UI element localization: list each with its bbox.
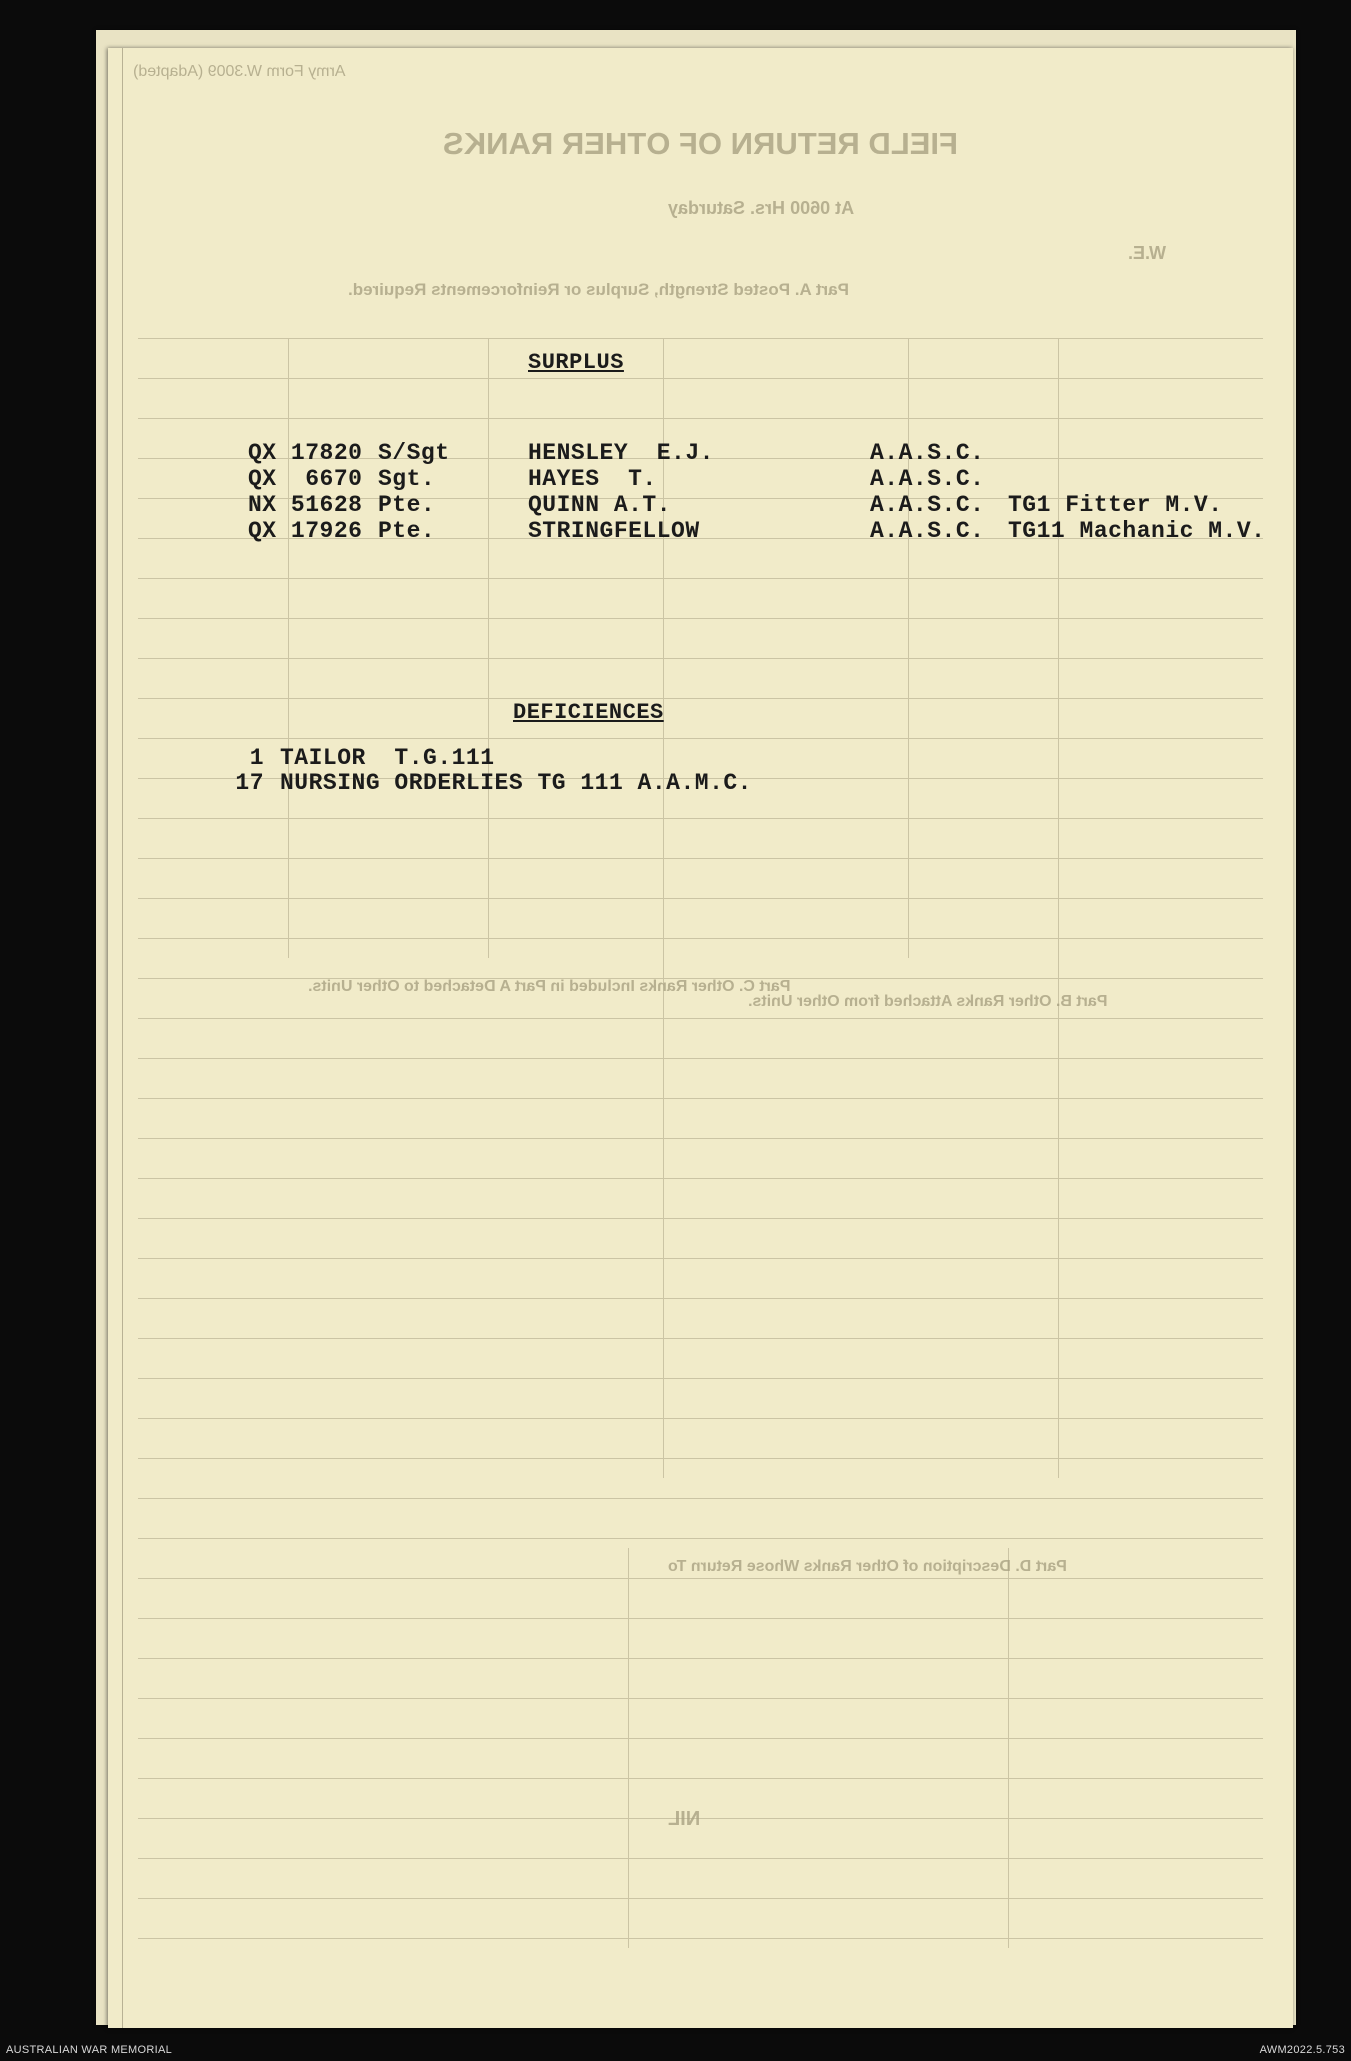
surplus-note: TG11 Machanic M.V.	[1008, 518, 1266, 544]
form-rule	[138, 1018, 1263, 1019]
form-column-rule	[908, 338, 909, 958]
surplus-corps: A.A.S.C.	[870, 440, 985, 466]
surplus-name: HENSLEY E.J.	[528, 440, 714, 466]
surplus-rank: Pte.	[378, 518, 436, 544]
form-column-rule	[288, 338, 289, 958]
ghost-part-d: Part D. Description of Other Ranks Whose Return To	[668, 1558, 1067, 1575]
footer-accession-number: AWM2022.5.753	[1259, 2044, 1345, 2056]
form-rule	[138, 578, 1263, 579]
form-rule	[138, 1538, 1263, 1539]
form-rule	[138, 1378, 1263, 1379]
form-column-rule	[628, 1548, 629, 1948]
form-rule	[138, 1818, 1263, 1819]
surplus-rank: Pte.	[378, 492, 436, 518]
form-rule	[138, 738, 1263, 739]
form-rule	[138, 378, 1263, 379]
form-rule	[138, 1218, 1263, 1219]
surplus-rank: S/Sgt	[378, 440, 450, 466]
form-rule	[138, 1138, 1263, 1139]
deficiency-qty: 17	[235, 770, 264, 796]
ghost-part-a: Part A. Posted Strength, Surplus or Reinforcements Required.	[348, 280, 849, 299]
form-rule	[138, 1258, 1263, 1259]
surplus-number: QX 17926	[248, 518, 363, 544]
deficiences-heading: DEFICIENCES	[513, 700, 664, 725]
form-rule	[138, 1418, 1263, 1419]
left-margin-rule	[122, 48, 123, 2028]
surplus-corps: A.A.S.C.	[870, 518, 985, 544]
form-rule	[138, 1098, 1263, 1099]
form-rule	[138, 1618, 1263, 1619]
ghost-part-c: Part C. Other Ranks Included in Part A Detached to Other Units.	[308, 978, 791, 995]
form-rule	[138, 338, 1263, 339]
surplus-name: STRINGFELLOW	[528, 518, 700, 544]
form-rule	[138, 1898, 1263, 1899]
ghost-part-b: Part B. Other Ranks Attached from Other Units.	[748, 993, 1108, 1010]
ghost-line-at: At 0600 Hrs. Saturday	[668, 198, 855, 218]
form-rule	[138, 858, 1263, 859]
ghost-form-ref: Army Form W.3009 (Adapted)	[133, 63, 346, 80]
form-rule	[138, 1178, 1263, 1179]
form-rule	[138, 1578, 1263, 1579]
form-rule	[138, 1058, 1263, 1059]
form-rule	[138, 898, 1263, 899]
ghost-line-we: W.E.	[1128, 243, 1167, 263]
form-rule	[138, 1658, 1263, 1659]
surplus-note: TG1 Fitter M.V.	[1008, 492, 1223, 518]
document-sheet	[108, 48, 1293, 2028]
form-rule	[138, 698, 1263, 699]
surplus-number: QX 17820	[248, 440, 363, 466]
surplus-corps: A.A.S.C.	[870, 492, 985, 518]
surplus-heading: SURPLUS	[528, 350, 624, 375]
form-column-rule	[1008, 1548, 1009, 1948]
form-rule	[138, 418, 1263, 419]
surplus-corps: A.A.S.C.	[870, 466, 985, 492]
surplus-number: QX 6670	[248, 466, 363, 492]
ghost-title: FIELD RETURN OF OTHER RANKS	[443, 126, 958, 161]
surplus-name: QUINN A.T.	[528, 492, 672, 518]
deficiency-text: TAILOR T.G.111	[280, 745, 495, 771]
surplus-name: HAYES T.	[528, 466, 657, 492]
form-rule	[138, 1698, 1263, 1699]
ghost-nil: NIL	[668, 1808, 701, 1830]
footer-archive-name: AUSTRALIAN WAR MEMORIAL	[6, 2044, 173, 2056]
form-rule	[138, 658, 1263, 659]
form-rule	[138, 618, 1263, 619]
form-rule	[138, 1938, 1263, 1939]
form-rule	[138, 1298, 1263, 1299]
form-rule	[138, 1498, 1263, 1499]
form-rule	[138, 938, 1263, 939]
form-rule	[138, 1458, 1263, 1459]
form-rule	[138, 1338, 1263, 1339]
form-rule	[138, 1858, 1263, 1859]
deficiency-qty: 1	[249, 745, 264, 771]
form-rule	[138, 1778, 1263, 1779]
surplus-number: NX 51628	[248, 492, 363, 518]
form-rule	[138, 1738, 1263, 1739]
form-rule	[138, 818, 1263, 819]
surplus-rank: Sgt.	[378, 466, 436, 492]
form-column-rule	[488, 338, 489, 958]
deficiency-text: NURSING ORDERLIES TG 111 A.A.M.C.	[280, 770, 752, 796]
